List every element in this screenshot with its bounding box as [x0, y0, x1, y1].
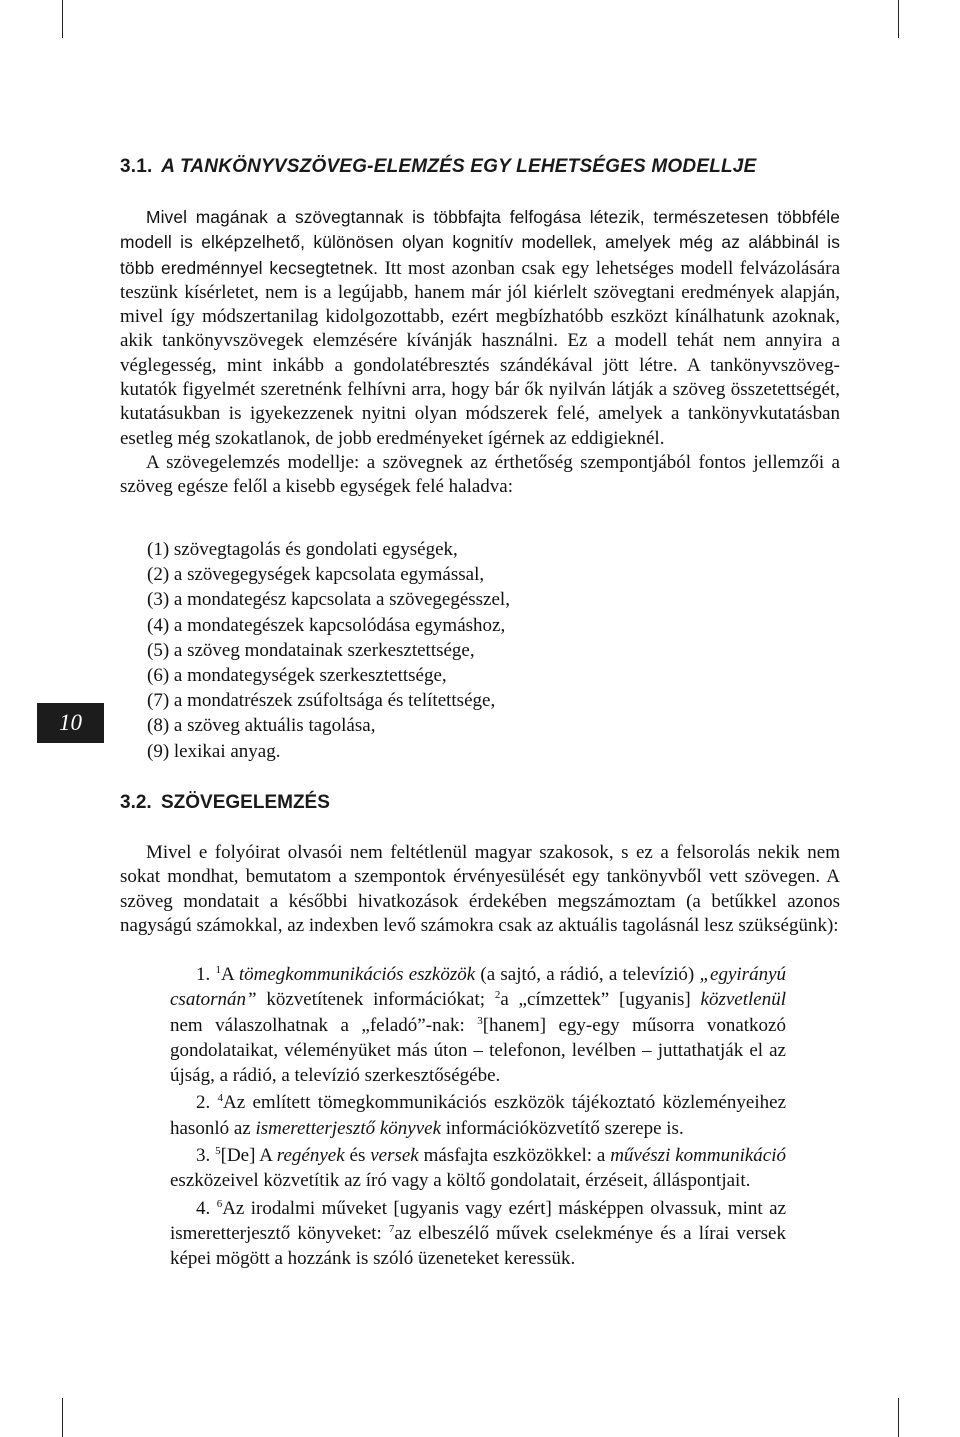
- crop-mark-top-right: [898, 0, 899, 38]
- list-item: (7) a mondatrészek zsúfoltsága és telítettsége,: [147, 690, 496, 712]
- text-run: Az irodalmi műveket [ugyanis vagy ezért] másképpen olvassuk, mint az ismeretterjesztő könyveket:: [170, 1197, 787, 1244]
- section-title: SZÖVEGELEMZÉS: [160, 792, 330, 813]
- crop-mark-bottom-right: [898, 1398, 899, 1437]
- criteria-list: [147, 537, 510, 764]
- text-run: A: [220, 964, 239, 985]
- text-run: eszközeivel közvetítik az író vagy a költő gondolatait, érzéseit, álláspontjait.: [170, 1170, 751, 1192]
- page-number: 10: [59, 710, 82, 735]
- italic-run: regények: [276, 1145, 345, 1167]
- italic-run: „egyirányú csatornán”: [170, 964, 787, 1011]
- list-item: (2) a szövegegységek kapcsolata egymással,: [147, 564, 485, 586]
- example-1: [170, 962, 786, 1088]
- index-number: 6: [216, 1197, 223, 1210]
- paragraph-1-serif-part: Itt most azonban csak egy lehetséges modell felvázolására teszünk kísérletet, nem is a legújabb, hanem már jól kiérlelt szövegtani eredmények alapján, mivel így módszertanilag kidolgozottabb, ezért megbízhatóbb eszközt kínálhatunk azoknak, akik tankönyvszövegek elemzésére kívánják használni. Ez a modell tehát nem annyira a véglegesség, mint inkább a gondolatébresztés szándékával jött létre. A tankönyvszöveg-kutatók figyelmét szeretnénk felhívni arra, hogy bár ők nyilván látják a szöveg összetettségét, kutatásukban is igyekezzenek nyitni olyan módszerek felé, amelyek a tankönyvkutatásban esetleg még szokatlanok, de jobb eredményeket ígérnek az eddigieknél.: [120, 257, 841, 449]
- section-2-body: [120, 841, 840, 938]
- example-2: [170, 1090, 786, 1141]
- index-number: 2: [494, 989, 501, 1002]
- list-item: (5) a szöveg mondatainak szerkesztettsége,: [147, 639, 475, 661]
- index-number: 3: [477, 1014, 483, 1027]
- italic-run: közvetlenül: [700, 989, 786, 1011]
- index-number: 5: [215, 1145, 221, 1158]
- crop-mark-bottom-left: [62, 1398, 63, 1437]
- paragraph-1: [120, 205, 840, 451]
- example-number: 4.: [196, 1197, 211, 1219]
- list-item: (4) a mondategészek kapcsolódása egymáshoz,: [147, 614, 506, 636]
- example-number: 3.: [196, 1145, 211, 1167]
- list-item: (9) lexikai anyag.: [147, 740, 281, 762]
- text-run: az elbeszélő művek cselekménye és a lírai versek képei mögött a hozzánk is szóló üzeneteket keressük.: [170, 1222, 786, 1270]
- page-number-tab: [37, 703, 104, 743]
- text-run: másfajta eszközökkel: a: [418, 1145, 611, 1167]
- text-run: közvetítenek információkat;: [256, 989, 495, 1011]
- list-item: (3) a mondategész kapcsolata a szövegegésszel,: [147, 589, 510, 611]
- list-item: (8) a szöveg aktuális tagolása,: [147, 715, 376, 737]
- italic-run: ismeretterjesztő könyvek: [255, 1117, 442, 1139]
- paragraph-2: A szövegelemzés modellje: a szövegnek az érthetőség szempontjából fontos jellemzői a szöveg egésze felől a kisebb egységek felé haladva:: [120, 451, 840, 498]
- section-number: 3.2.: [120, 792, 152, 813]
- text-run: nem válaszolhatnak a „feladó”-nak:: [170, 1014, 478, 1036]
- paragraph-3: Mivel e folyóirat olvasói nem feltétlenül magyar szakosok, s ez a felsorolás nekik nem sokat mondhat, bemutatom a szempontok érvényesülését egy tankönyvből vett szövegen. A szöveg mondatait a későbbi hivatkozások érdekében megszámoztam (a betűkkel azonos nagyságú számokkal, az indexben levő számokra csak az aktuális tagolásnál lesz szükségünk):: [120, 842, 840, 936]
- paragraph-1-sans-part: Mivel magának a szövegtannak is többfajta felfogása létezik, természetesen többféle modell is elképzelhető, különösen olyan kognitív modellek, amelyek még az alábbinál is több eredménnyel kecsegtetnek.: [120, 207, 840, 278]
- crop-mark-top-left: [62, 0, 63, 38]
- italic-run: tömegkommunikációs eszközök: [238, 964, 476, 985]
- text-run: [De] A: [220, 1145, 277, 1167]
- text-run: és: [344, 1145, 371, 1167]
- text-run: információközvetítő szerepe is.: [441, 1117, 684, 1139]
- section-1-body: [120, 205, 840, 500]
- text-run: a „címzettek” [ugyanis]: [500, 989, 701, 1011]
- section-title: A TANKÖNYVSZÖVEG-ELEMZÉS EGY LEHETSÉGES MODELLJE: [161, 156, 757, 177]
- list-item: (1) szövegtagolás és gondolati egységek,: [147, 539, 458, 560]
- index-number: 1: [215, 964, 221, 976]
- text-run: (a sajtó, a rádió, a televízió): [475, 964, 700, 985]
- index-number: 7: [388, 1222, 395, 1235]
- list-item: (6) a mondategységek szerkesztettsége,: [147, 665, 447, 687]
- section-heading-3-2: [120, 792, 330, 814]
- italic-run: versek: [370, 1145, 419, 1167]
- example-number: 2.: [196, 1092, 211, 1114]
- example-3: [170, 1143, 786, 1194]
- example-4: [170, 1196, 786, 1272]
- text-run: [hanem] egy-egy műsorra vonatkozó gondolataikat, véleményüket más úton – telefonon, levélben – juttathatják el az újság, a rádió, a televízió szerkesztőségébe.: [170, 1014, 786, 1087]
- example-number: 1.: [196, 964, 211, 985]
- section-heading-3-1: [120, 156, 756, 178]
- section-number: 3.1.: [120, 156, 153, 177]
- text-run: Az említett tömegkommunikációs eszközök tájékoztató közleményeihez hasonló az: [170, 1092, 787, 1139]
- example-sentences: [170, 962, 786, 1274]
- italic-run: művészi kommunikáció: [610, 1145, 787, 1167]
- index-number: 4: [217, 1092, 224, 1105]
